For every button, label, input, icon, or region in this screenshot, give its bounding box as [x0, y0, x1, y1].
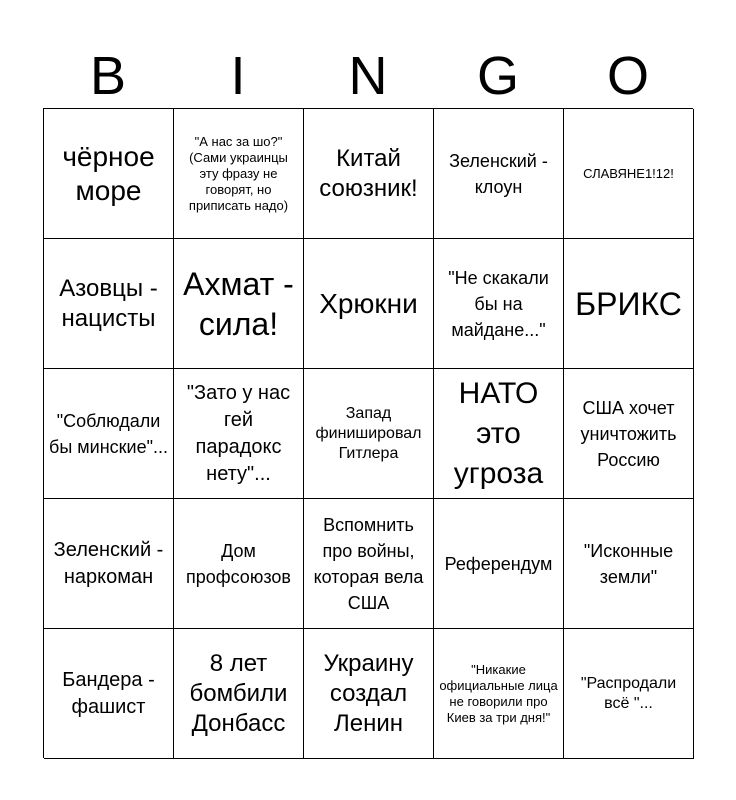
cell-text: Ахмат - сила!	[183, 265, 294, 342]
bingo-cell[interactable]	[44, 109, 174, 239]
bingo-cell[interactable]	[44, 629, 174, 759]
bingo-cell[interactable]	[304, 369, 434, 499]
bingo-cell[interactable]	[564, 629, 694, 759]
bingo-cell[interactable]	[304, 239, 434, 369]
bingo-cell[interactable]	[174, 369, 304, 499]
header-letter-b: B	[89, 46, 127, 106]
header-letter-i: I	[230, 46, 246, 106]
bingo-cell[interactable]	[434, 499, 564, 629]
header-letter-g: G	[476, 46, 519, 106]
bingo-cell[interactable]	[564, 239, 694, 369]
bingo-cell[interactable]	[564, 369, 694, 499]
bingo-cell[interactable]	[174, 239, 304, 369]
bingo-cell[interactable]	[434, 109, 564, 239]
bingo-cell[interactable]	[44, 499, 174, 629]
bingo-board	[43, 108, 693, 758]
bingo-header	[43, 44, 693, 108]
cell-text: Азовцы - нацисты	[59, 274, 158, 332]
bingo-cell[interactable]	[304, 499, 434, 629]
cell-text: 8 лет бомбили Донбасс	[189, 649, 288, 737]
header-letter-o: O	[606, 46, 649, 106]
bingo-cell[interactable]	[564, 499, 694, 629]
cell-text: "Соблюдали бы минские"...	[49, 410, 168, 457]
bingo-cell[interactable]	[434, 629, 564, 759]
cell-text: НАТО это угроза	[453, 376, 544, 490]
cell-text: "Не скакали бы на майдане..."	[448, 267, 549, 340]
cell-text: "Распродали всё "...	[580, 674, 677, 712]
cell-text: Бандера - фашист	[62, 668, 155, 718]
cell-text: Дом профсоюзов	[186, 540, 291, 587]
bingo-cell[interactable]	[44, 369, 174, 499]
cell-text: Хрюкни	[319, 287, 418, 319]
cell-text: Вспомнить про войны, которая вела США	[313, 514, 424, 613]
bingo-cell[interactable]	[564, 109, 694, 239]
cell-text: Зеленский - клоун	[449, 150, 548, 197]
cell-text: чёрное море	[62, 140, 155, 206]
cell-text: "Никакие официальные лица не говорили про Киев за три дня!"	[439, 661, 558, 725]
cell-text: "Зато у нас гей парадокс нету"...	[186, 381, 291, 485]
cell-text: Украину создал Ленин	[323, 649, 414, 737]
cell-text: БРИКС	[575, 285, 682, 322]
cell-text: "Исконные земли"	[583, 540, 674, 587]
bingo-cell[interactable]	[304, 629, 434, 759]
bingo-cell[interactable]	[44, 239, 174, 369]
cell-text: СЛАВЯНЕ1!12!	[583, 165, 674, 181]
cell-text: Запад финишировал Гитлера	[315, 404, 422, 462]
cell-text: США хочет уничтожить Россию	[580, 397, 677, 470]
bingo-cell[interactable]	[174, 629, 304, 759]
header-letter-n: N	[348, 46, 388, 106]
cell-text: Китай союзник!	[319, 144, 418, 202]
bingo-cell[interactable]	[174, 109, 304, 239]
bingo-cell[interactable]	[174, 499, 304, 629]
bingo-cell[interactable]	[434, 239, 564, 369]
bingo-cell[interactable]	[304, 109, 434, 239]
cell-text: Референдум	[444, 553, 553, 574]
bingo-cell[interactable]	[434, 369, 564, 499]
cell-text: Зеленский - наркоман	[53, 538, 164, 588]
cell-text: "А нас за шо?" (Сами украинцы эту фразу не говорят, но приписать надо)	[188, 133, 289, 213]
